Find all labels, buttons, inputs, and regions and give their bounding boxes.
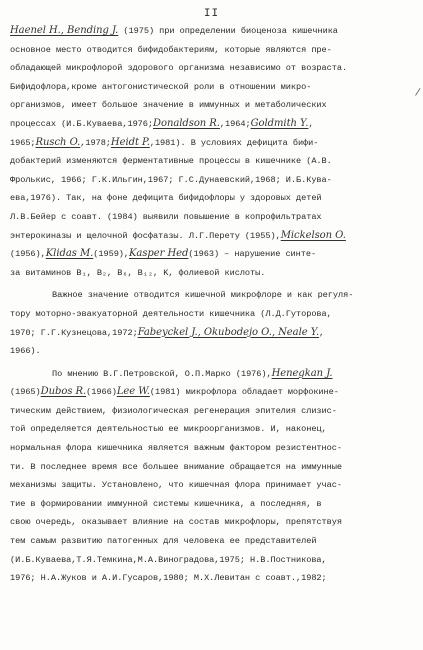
handwritten-author-name: Rusch O. — [35, 136, 81, 148]
text-line — [10, 402, 416, 421]
text-line — [10, 420, 416, 439]
typed-text: (1963) – нарушение синте- — [188, 249, 317, 260]
text-line — [10, 383, 416, 402]
handwritten-author-name: Dubos R. — [40, 386, 87, 398]
text-line — [10, 171, 416, 190]
typed-text: процессах (И.Б.Куваева,1976; — [10, 118, 153, 129]
text-line — [10, 495, 416, 514]
text-line — [10, 305, 416, 324]
typed-text: тическим действием, физиологическая регенерация эпителия слизис- — [10, 405, 337, 416]
typed-text: 1965; — [10, 137, 36, 148]
typed-text: (1975) при определении биоценоза кишечника — [118, 26, 338, 36]
handwritten-author-name: Haenel H., Bending J. — [10, 25, 119, 36]
typed-text: (1981) микрофлора обладает морфокине- — [149, 387, 339, 398]
text-line — [10, 59, 416, 78]
typed-text: Л.В.Бейер с соавт. (1984) выявили повышение в копрофильтратах — [10, 211, 322, 222]
text-line — [10, 227, 416, 246]
typed-text: нормальная флора кишечника является важным фактором резистентнос- — [10, 443, 342, 454]
handwritten-author-name: Henegkan J. — [271, 367, 333, 379]
text-line — [10, 41, 416, 60]
margin-mark: / — [414, 86, 421, 99]
text-line — [10, 532, 416, 551]
text-line — [10, 476, 416, 495]
document-body — [10, 22, 416, 588]
text-line — [10, 189, 416, 208]
text-line — [10, 78, 416, 97]
text-line — [10, 513, 416, 532]
typed-text: Бифидофлора,кроме антогонистической роли в отношении микро- — [10, 81, 312, 92]
typed-text: 1966). — [10, 346, 41, 357]
typed-text: (1956), — [10, 249, 46, 260]
handwritten-author-name: Mickelson O. — [280, 229, 346, 241]
typed-text: свою очередь, оказывает влияние на состав микрофлоры, препятствуя — [10, 517, 342, 528]
text-line — [10, 551, 416, 570]
typed-text: ,1981). В условиях дефицита бифи- — [149, 137, 319, 148]
text-line — [10, 96, 416, 115]
typed-text: механизмы защиты. Установлено, что кишечная флора принимает учас- — [10, 480, 342, 491]
typed-text: энтерокиназы и щелочной фосфатазы. Л.Г.Перету (1955), — [10, 230, 281, 241]
typed-text: (И.Б.Куваева,Т.Я.Темкина,М.А.Виноградова,1975; Н.В.Постникова, — [10, 554, 327, 565]
text-line — [10, 245, 416, 264]
text-line — [10, 439, 416, 458]
typed-text: (1965) — [10, 387, 41, 398]
typed-text: Важное значение отводится кишечной микрофлоре и как регуля- — [52, 290, 354, 301]
typed-text: основное место отводится бифидобактериям, которые являются пре- — [10, 44, 332, 55]
typed-text: 1976; Н.А.Жуков и А.И.Гусаров,1980; М.Х.Левитан с соавт.,1982; — [10, 573, 327, 584]
text-line — [10, 286, 416, 305]
typed-text: ти. В последнее время все большее внимание обращается на иммунные — [10, 461, 342, 472]
typed-text: 1970; Г.Г.Кузнецова,1972; — [10, 327, 138, 338]
typed-text: ,1964; — [219, 118, 251, 129]
handwritten-author-name: Klidas M. — [45, 248, 94, 260]
typed-text: за витаминов B₁, B₂, B₆, B₁₂, K, фолиевой кислоты. — [10, 267, 266, 278]
typed-text: , — [319, 327, 325, 338]
typed-text: По мнению В.Г.Петровской, О.П.Марко (1976), — [52, 368, 272, 379]
text-line — [10, 458, 416, 477]
text-line — [10, 134, 416, 153]
text-line — [10, 208, 416, 227]
text-line — [10, 152, 416, 171]
handwritten-author-name: Fabeyckel J., Okubodejo O., Neale Y. — [137, 326, 320, 338]
text-line — [10, 342, 416, 361]
handwritten-author-name: Lee W. — [116, 386, 150, 398]
text-line — [10, 264, 416, 283]
typed-text: тору моторно-эвакуаторной деятельности кишечника (Л.Д.Гуторова, — [10, 308, 332, 319]
typed-text: , — [308, 118, 314, 129]
typed-text: той определяется деятельностью ее микроорганизмов. И, наконец, — [10, 424, 327, 435]
typed-text: тие в формировании иммунной системы кишечника, а последняя, в — [10, 498, 322, 509]
typed-text: (1959), — [93, 249, 130, 260]
typed-text: добактерий изменяются ферментативные процессы в кишечнике (А.В. — [10, 156, 332, 167]
text-line — [10, 115, 416, 134]
typed-text: обладающей микрофлорой здорового организма независимо от возраста. — [10, 63, 348, 74]
typed-text: тем самым развитию патогенных для человека ее представителей — [10, 536, 317, 547]
page-number: II — [203, 8, 220, 20]
handwritten-author-name: Goldmith Y. — [250, 117, 309, 129]
handwritten-author-name: Kasper Hed — [129, 248, 189, 260]
typed-text: (1966) — [86, 387, 117, 398]
text-line — [10, 569, 416, 588]
text-line — [10, 324, 416, 343]
typed-text: организмов, имеет большое значение в иммунных и метаболических — [10, 100, 327, 111]
text-line — [10, 365, 416, 384]
text-line — [10, 22, 416, 41]
typed-text: ева,1976). Так, на фоне дефицита бифидофлоры у здоровых детей — [10, 193, 322, 204]
typed-text: Фролькис, 1966; Г.К.Ильгин,1967; Г.С.Дунаевский,1968; И.Б.Кува- — [10, 174, 332, 185]
typed-text: ,1978; — [80, 137, 111, 148]
handwritten-author-name: Donaldson R. — [153, 117, 220, 129]
handwritten-author-name: Heidt P. — [110, 136, 150, 148]
